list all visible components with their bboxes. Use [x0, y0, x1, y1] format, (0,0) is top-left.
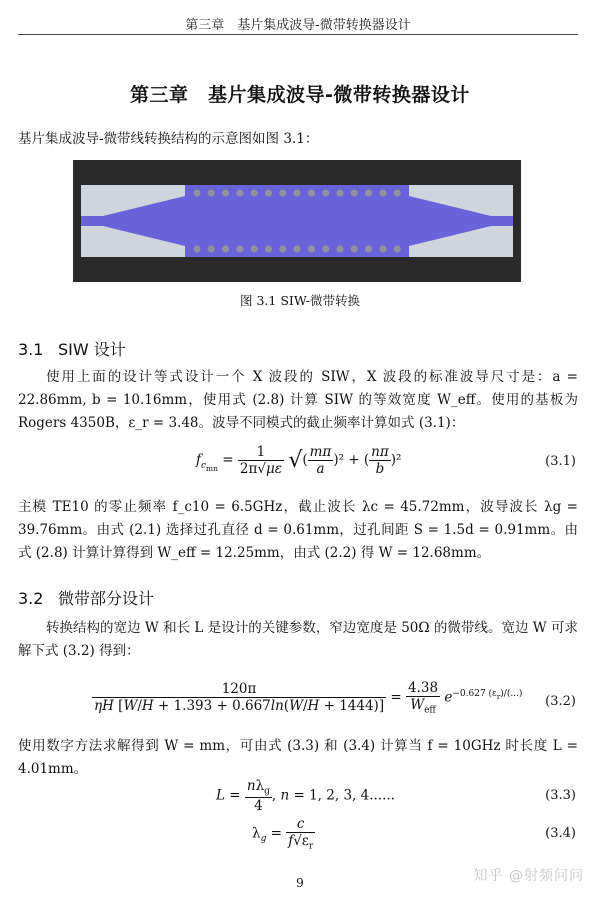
equation-number: (3.1) [545, 454, 576, 469]
via-hole [208, 245, 215, 252]
via-hole [394, 245, 401, 252]
section-heading-3-1 [18, 337, 126, 360]
via-hole [308, 245, 315, 252]
section-title: 微带部分设计 [58, 589, 155, 608]
via-hole [279, 189, 286, 196]
equation-number: (3.2) [545, 694, 576, 709]
via-hole [222, 245, 229, 252]
via-hole [365, 189, 372, 196]
via-hole [222, 189, 229, 196]
via-hole [251, 245, 258, 252]
via-hole [365, 245, 372, 252]
via-hole [236, 189, 243, 196]
chapter-title: 第三章 基片集成波导-微带转换器设计 [130, 84, 470, 106]
watermark: 知乎 @射频问问 [473, 868, 584, 884]
section2-paragraph2: 使用数字方法求解得到 W = mm，可由式 (3.3) 和 (3.4) 计算当 f = 10GHz 时长度 L = 4.01mm。 [18, 738, 578, 777]
via-hole [379, 245, 386, 252]
equation-number: (3.3) [545, 788, 576, 803]
via-hole [294, 189, 301, 196]
via-hole [351, 189, 358, 196]
siw-transition-figure [73, 160, 521, 282]
via-hole [394, 189, 401, 196]
equation-3-3: L = $\frac{n\lambda_g}{4}$ , n = 1, 2, 3, 4...... (3.3) [216, 778, 576, 814]
via-hole [265, 189, 272, 196]
via-hole [236, 245, 243, 252]
via-hole [379, 189, 386, 196]
via-hole [322, 189, 329, 196]
equation-3-1: $f_{c_{mn}}$ = $\frac{1}{2\pi√\mu\varepsilon}$ √( $\frac{m\pi}{a}$ )² + ( $\frac{n\pi}{b}$ )² (3.1) [196, 444, 576, 477]
section-number: 3.1 [18, 340, 44, 359]
via-hole [336, 189, 343, 196]
intro-text: 基片集成波导-微带线转换结构的示意图如图 3.1： [18, 131, 319, 147]
via-hole [208, 189, 215, 196]
section1-paragraph1: 使用上面的设计等式设计一个 X 波段的 SIW，X 波段的标准波导尺寸是：a = 22.86mm, b = 10.16mm，使用式 (2.8) 计算 SIW 的等效宽度 W_eff。使用的基板为 Rogers 4350B，ε_r = 3.48。波导不同模式的截止频率计算如式 (3.1)： [18, 369, 578, 431]
equation-3-2: $\frac{120\pi}{\eta H [W/H + 1.393 + 0.667\ln(W/H + 1444)]}$ = $\frac{4.38}{W_{eff}}$ $e^{-0.627 (\varepsilon_r)/(...)}$ (3.2) [94, 680, 576, 716]
section1-paragraph2: 主模 TE10 的零止频率 f_c10 = 6.5GHz，截止波长 λc = 45.72mm，波导波长 λg = 39.76mm。由式 (2.1) 选择过孔直径 d = 0.61mm，过孔间距 S = 1.5d = 0.91mm。由式 (2.8) 计算计算得到 W_eff = 12.25mm，由式 (2.2) 得 W = 12.68mm。 [18, 499, 578, 561]
equation-number: (3.4) [545, 826, 576, 841]
via-hole [336, 245, 343, 252]
via-hole [294, 245, 301, 252]
running-header: 第三章 基片集成波导-微带转换器设计 [18, 14, 578, 35]
equation-3-4: $\lambda_g$ = $\frac{c}{f√\varepsilon_r}$ (3.4) [252, 816, 576, 852]
via-hole [351, 245, 358, 252]
via-hole [308, 189, 315, 196]
via-hole [193, 245, 200, 252]
via-hole [251, 189, 258, 196]
via-hole [322, 245, 329, 252]
section2-paragraph1: 转换结构的宽边 W 和长 L 是设计的关键参数，窄边宽度是 50Ω 的微带线。宽边 W 可求解下式 (3.2) 得到： [18, 620, 578, 659]
section-number: 3.2 [18, 589, 44, 608]
via-hole [193, 189, 200, 196]
figure-caption: 图 3.1 SIW-微带转换 [240, 293, 360, 308]
section-title: SIW 设计 [58, 340, 126, 359]
via-hole [279, 245, 286, 252]
page-number: 9 [296, 876, 304, 890]
section-heading-3-2 [18, 586, 154, 609]
via-hole [265, 245, 272, 252]
